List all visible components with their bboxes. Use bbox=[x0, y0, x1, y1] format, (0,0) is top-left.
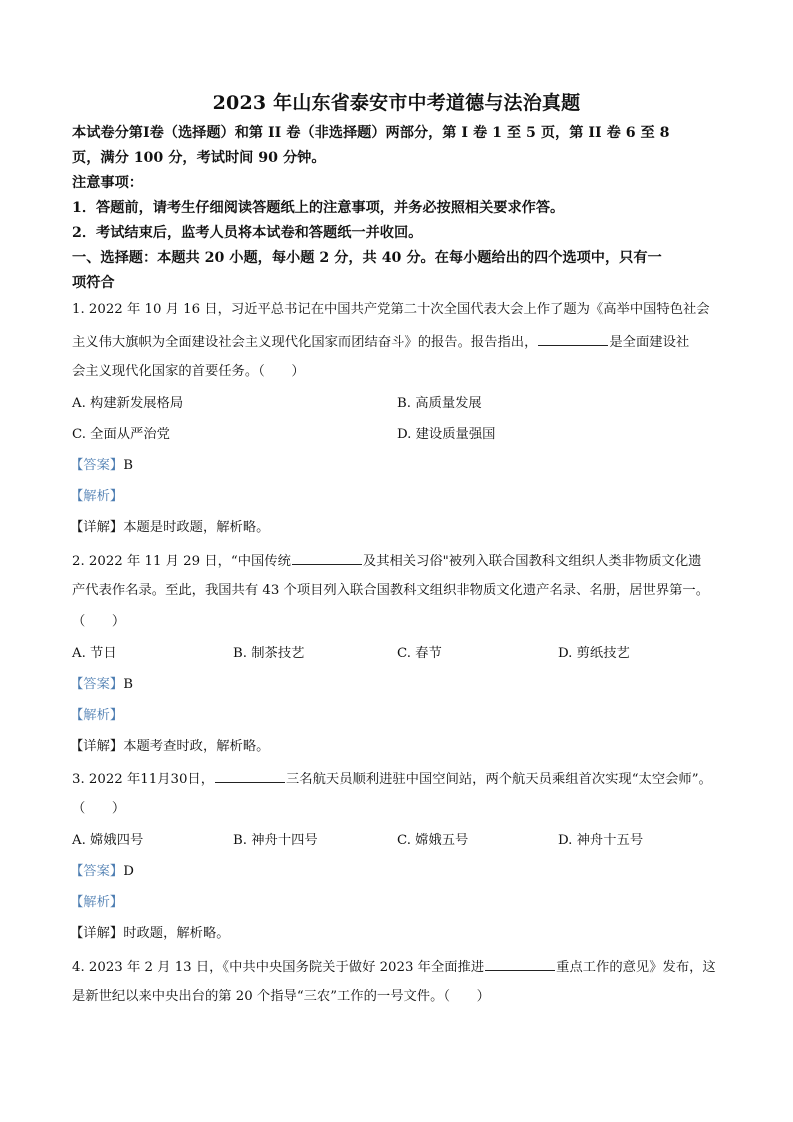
stem-text: 3. 2022 年11月30日， bbox=[72, 772, 215, 787]
fill-in-blank bbox=[485, 956, 555, 971]
answer-value: B bbox=[123, 458, 133, 473]
question-stem-line: （ ） bbox=[72, 801, 126, 816]
answer-line bbox=[70, 675, 133, 695]
fill-in-blank bbox=[538, 331, 608, 346]
analysis-label: 【解析】 bbox=[70, 895, 124, 910]
section-heading-line-1: 一、选择题：本题共 20 小题，每小题 2 分，共 40 分。在每小题给出的四个选项中，只有一 bbox=[72, 250, 662, 266]
option-a: A. 嫦娥四号 bbox=[72, 833, 144, 848]
answer-label: 【答案】 bbox=[70, 677, 124, 692]
detail-label: 【详解】 bbox=[70, 926, 124, 941]
stem-text: 主义伟大旗帜为全面建设社会主义现代化国家而团结奋斗》的报告。报告指出， bbox=[72, 335, 538, 350]
fill-in-blank bbox=[292, 550, 362, 565]
detail-text: 本题考查时政，解析略。 bbox=[123, 739, 270, 754]
option-a: A. 构建新发展格局 bbox=[72, 396, 184, 411]
stem-text: 重点工作的意见》发布，这 bbox=[556, 960, 716, 975]
answer-value: B bbox=[123, 677, 133, 692]
question-stem-line bbox=[72, 550, 701, 572]
answer-line bbox=[70, 456, 133, 476]
answer-label: 【答案】 bbox=[70, 864, 124, 879]
intro-line-2: 页，满分 100 分，考试时间 90 分钟。 bbox=[72, 150, 326, 166]
answer-label: 【答案】 bbox=[70, 458, 124, 473]
option-b: B. 神舟十四号 bbox=[233, 833, 318, 848]
section-heading-line-2: 项符合 bbox=[72, 275, 115, 291]
stem-text: 2. 2022 年 11 月 29 日，“中国传统 bbox=[72, 554, 291, 569]
detail-text: 时政题，解析略。 bbox=[123, 926, 230, 941]
detail-line bbox=[70, 924, 230, 944]
answer-line bbox=[70, 862, 134, 882]
option-b: B. 高质量发展 bbox=[397, 396, 482, 411]
analysis-line bbox=[70, 487, 123, 507]
notice-heading: 注意事项： bbox=[72, 175, 143, 191]
analysis-label: 【解析】 bbox=[70, 489, 124, 504]
analysis-line bbox=[70, 706, 123, 726]
stem-text: 4. 2023 年 2 月 13 日，《中共中央国务院关于做好 2023 年全面推进 bbox=[72, 960, 485, 975]
option-c: C. 春节 bbox=[397, 646, 442, 661]
detail-line bbox=[70, 737, 269, 757]
stem-text: 三名航天员顺利进驻中国空间站，两个航天员乘组首次实现“太空会师”。 bbox=[286, 772, 712, 787]
option-d: D. 剪纸技艺 bbox=[558, 646, 630, 661]
analysis-label: 【解析】 bbox=[70, 708, 124, 723]
detail-label: 【详解】 bbox=[70, 520, 124, 535]
option-d: D. 神舟十五号 bbox=[558, 833, 644, 848]
fill-in-blank bbox=[215, 768, 285, 783]
question-stem-line: 产代表作名录。至此，我国共有 43 个项目列入联合国教科文组织非物质文化遗产名录、名册，居世界第一。 bbox=[72, 583, 710, 598]
detail-label: 【详解】 bbox=[70, 739, 124, 754]
question-stem-line: 是新世纪以来中央出台的第 20 个指导“三农”工作的一号文件。（ ） bbox=[72, 989, 490, 1004]
answer-value: D bbox=[123, 864, 134, 879]
option-d: D. 建设质量强国 bbox=[397, 427, 496, 442]
notice-item-2: 2．考试结束后，监考人员将本试卷和答题纸一并收回。 bbox=[72, 225, 423, 241]
notice-item-1: 1．答题前，请考生仔细阅读答题纸上的注意事项，并务必按照相关要求作答。 bbox=[72, 200, 565, 216]
question-stem-line: 1. 2022 年 10 月 16 日，习近平总书记在中国共产党第二十次全国代表大会上作了题为《高举中国特色社会 bbox=[72, 302, 710, 317]
question-stem-line bbox=[72, 768, 712, 790]
detail-text: 本题是时政题，解析略。 bbox=[123, 520, 270, 535]
analysis-line bbox=[70, 893, 123, 913]
intro-line-1: 本试卷分第Ⅰ卷（选择题）和第 II 卷（非选择题）两部分，第 I 卷 1 至 5 页，第 II 卷 6 至 8 bbox=[72, 125, 670, 141]
option-b: B. 制茶技艺 bbox=[233, 646, 305, 661]
option-a: A. 节日 bbox=[72, 646, 117, 661]
question-stem-line bbox=[72, 956, 716, 978]
document-title: 2023 年山东省泰安市中考道德与法治真题 bbox=[212, 92, 581, 114]
question-stem-line bbox=[72, 331, 689, 353]
stem-text: 及其相关习俗"被列入联合国教科文组织人类非物质文化遗 bbox=[362, 554, 702, 569]
option-c: C. 全面从严治党 bbox=[72, 427, 170, 442]
detail-line bbox=[70, 518, 269, 538]
question-stem-line: 会主义现代化国家的首要任务。（ ） bbox=[72, 364, 305, 379]
question-stem-line: （ ） bbox=[72, 614, 126, 629]
stem-text: 是全面建设社 bbox=[609, 335, 690, 350]
option-c: C. 嫦娥五号 bbox=[397, 833, 469, 848]
